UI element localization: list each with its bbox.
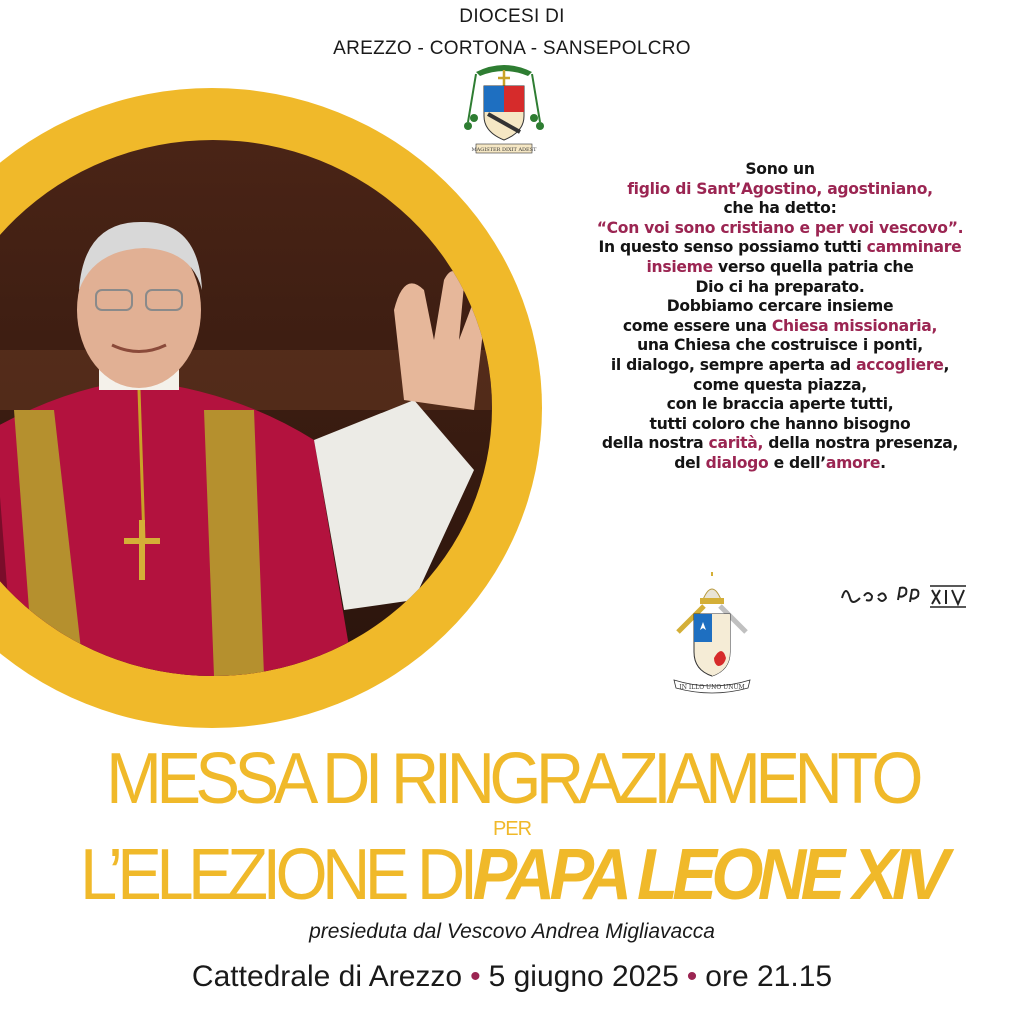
quote-highlight: “Con voi sono cristiano e per voi vescovo”. — [596, 218, 964, 237]
quote-line — [548, 160, 1012, 180]
quote-highlight: amore — [825, 453, 881, 472]
event-title-per: PER — [492, 818, 532, 840]
event-time: ore 21.15 — [705, 960, 833, 993]
quote-text: che ha detto: — [723, 199, 837, 218]
quote-line — [548, 238, 1012, 258]
event-title-pope-name: PAPA LEONE XIV — [472, 835, 944, 915]
quote-line — [548, 258, 1012, 278]
separator-dot: • — [470, 960, 481, 993]
event-date: 5 giugno 2025 — [488, 960, 679, 993]
diocese-coat-of-arms — [462, 62, 546, 160]
quote-text: della nostra — [601, 434, 709, 453]
quote-highlight: dialogo — [705, 453, 769, 472]
event-title-line2 — [36, 836, 988, 914]
quote-line — [548, 317, 1012, 337]
quote-text: Sono un — [745, 160, 815, 178]
quote-line — [548, 454, 1012, 474]
quote-text: del — [674, 453, 706, 472]
quote-text: con le braccia aperte tutti, — [666, 395, 894, 414]
event-title-line1: MESSA DI RINGRAZIAMENTO — [106, 739, 918, 819]
quote-text: verso quella patria che — [712, 257, 914, 276]
quote-text: In questo senso possiamo tutti — [598, 238, 867, 257]
quote-text: una Chiesa che costruisce i ponti, — [637, 336, 923, 355]
quote-line — [548, 297, 1012, 317]
quote-highlight: insieme — [646, 257, 713, 276]
diocese-name: AREZZO - CORTONA - SANSEPOLCRO — [333, 38, 691, 59]
event-title-line2-light: L’ELEZIONE DI — [80, 835, 473, 915]
quote-text: e dell’ — [768, 453, 826, 472]
quote-line — [548, 434, 1012, 454]
quote-text: . — [880, 453, 886, 472]
papal-coat-of-arms — [664, 572, 760, 698]
quote-line — [548, 356, 1012, 376]
quote-text: Dio ci ha preparato. — [695, 277, 865, 296]
quote-line — [548, 278, 1012, 298]
quote-line — [548, 415, 1012, 435]
quote-line — [548, 219, 1012, 239]
papal-motto: IN ILLO UNO UNUM — [679, 684, 745, 691]
presided-by: presieduta dal Vescovo Andrea Migliavacca — [309, 920, 715, 943]
quote-text: , — [943, 355, 950, 374]
quote-line — [548, 336, 1012, 356]
quote-text: come essere una — [622, 316, 772, 335]
separator-dot: • — [686, 960, 698, 993]
quote-highlight: carità, — [708, 434, 764, 453]
quote-highlight: Chiesa missionaria, — [771, 316, 938, 335]
papal-signature — [836, 578, 970, 612]
quote-highlight: camminare — [866, 238, 962, 257]
diocese-label: DIOCESI DI — [459, 6, 565, 27]
event-details — [0, 960, 1024, 994]
quote-text: il dialogo, sempre aperta ad — [610, 355, 857, 374]
papal-quote — [548, 160, 1012, 474]
quote-line — [548, 180, 1012, 200]
quote-line — [548, 395, 1012, 415]
quote-text: tutti coloro che hanno bisogno — [649, 414, 911, 433]
quote-highlight: accogliere — [856, 355, 944, 374]
diocese-motto: MAGISTER DIXIT ADEST — [471, 147, 537, 153]
quote-line — [548, 376, 1012, 396]
quote-highlight: figlio di Sant’Agostino, agostiniano, — [627, 179, 933, 198]
quote-text: come questa piazza, — [693, 375, 867, 394]
event-place: Cattedrale di Arezzo — [191, 960, 463, 993]
quote-line — [548, 199, 1012, 219]
quote-text: Dobbiamo cercare insieme — [666, 297, 894, 316]
quote-text: della nostra presenza, — [763, 434, 959, 453]
